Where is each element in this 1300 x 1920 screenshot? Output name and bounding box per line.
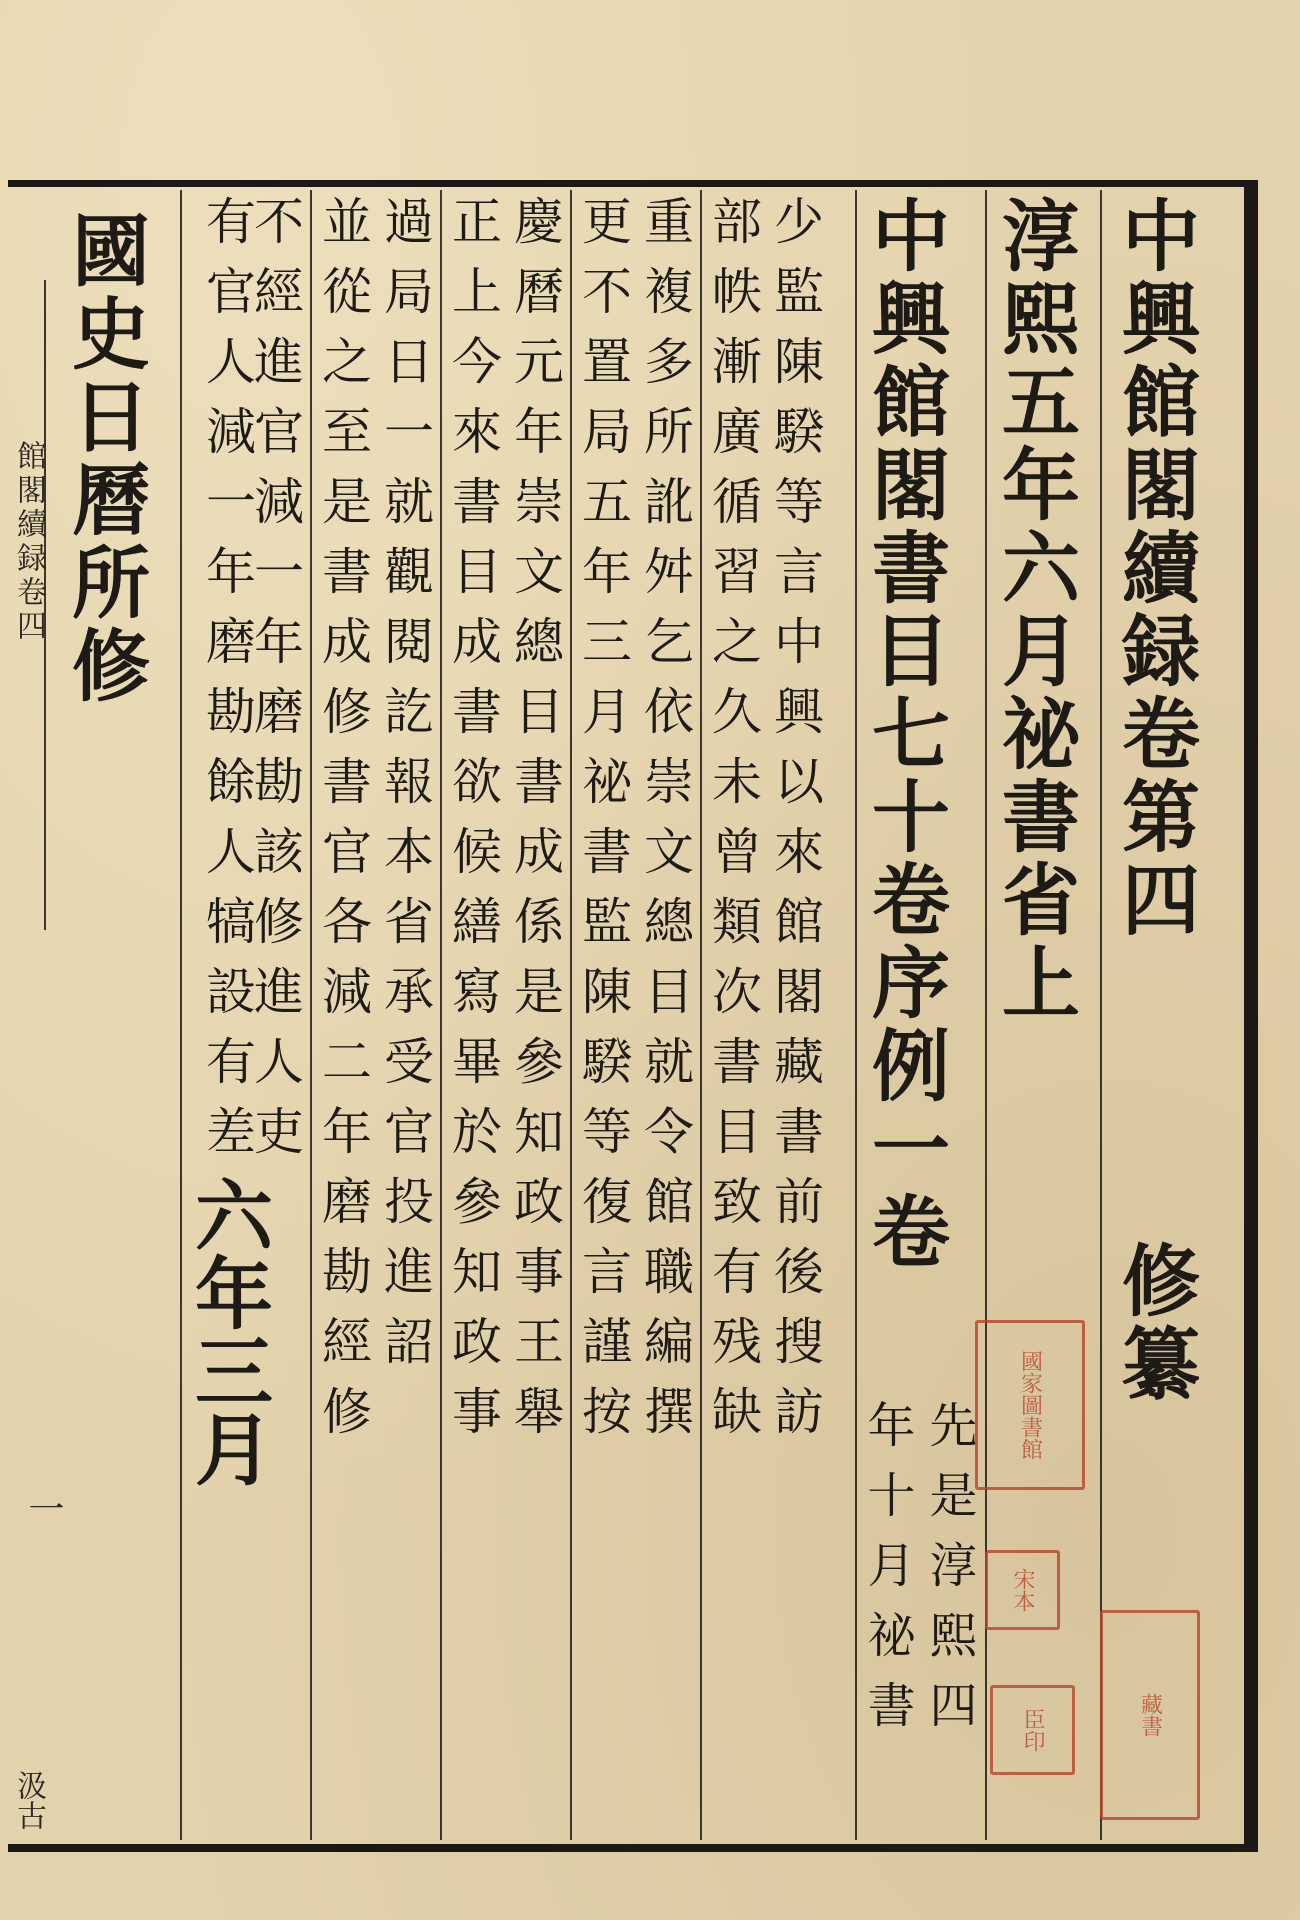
column-rule bbox=[310, 190, 312, 1840]
text-column-5 bbox=[704, 195, 762, 1835]
seal-text: 國家圖書館 bbox=[1017, 1350, 1043, 1460]
seal-stamp bbox=[975, 1320, 1085, 1490]
annotation-line-a bbox=[921, 1400, 977, 1840]
seal-stamp bbox=[1100, 1610, 1200, 1820]
margin-bottom-text: 汲古 bbox=[11, 1770, 46, 1830]
column-text: 有官人減一年磨勘餘人犒設有差 bbox=[198, 195, 256, 1175]
column-rule bbox=[180, 190, 182, 1840]
seal-text: 宋本 bbox=[1010, 1568, 1036, 1612]
margin-bottom-label bbox=[6, 1770, 50, 1830]
column-text: 過局日一就觀閱訖報本省承受官投進詔 bbox=[376, 195, 434, 1385]
text-column-7 bbox=[574, 195, 632, 1835]
annotation-line-b bbox=[859, 1400, 915, 1840]
column-text: 並從之至是書成修書官各減二年磨勘經修 bbox=[314, 195, 372, 1455]
column-text: 正上今來書目成書欲候繕寫畢於參知政事 bbox=[444, 195, 502, 1455]
heading-text: 國史日曆所修 bbox=[59, 210, 150, 708]
spine-text: 館閣續録卷四 bbox=[11, 440, 46, 644]
text-column-13 bbox=[182, 195, 273, 1855]
title-text: 中興館閣續録卷第四 bbox=[1109, 195, 1200, 942]
seal-stamp bbox=[985, 1550, 1060, 1630]
text-column-4 bbox=[766, 195, 824, 1835]
text-column-8 bbox=[506, 195, 564, 1835]
compiler-text: 修纂 bbox=[1109, 1240, 1200, 1406]
text-column-9 bbox=[444, 195, 502, 1835]
text-column-11 bbox=[314, 195, 372, 1835]
column-rule bbox=[700, 190, 702, 1840]
seal-text: 藏書 bbox=[1137, 1693, 1163, 1737]
column-rule bbox=[440, 190, 442, 1840]
spine-label bbox=[6, 440, 50, 644]
column-text: 更不置局五年三月祕書監陳騤等復言謹按 bbox=[574, 195, 632, 1455]
annotation-text: 年十月祕書 bbox=[859, 1400, 915, 1750]
seal-text: 臣印 bbox=[1020, 1708, 1046, 1752]
column-text: 重複多所訛舛乞依崇文總目就令館職編撰 bbox=[636, 195, 694, 1455]
text-column-2 bbox=[989, 195, 1080, 1195]
text-column-3 bbox=[859, 195, 950, 1415]
page-number bbox=[18, 1490, 69, 1526]
text-column-6 bbox=[636, 195, 694, 1835]
page-number-text: 一 bbox=[23, 1490, 64, 1526]
column-date-text: 六年三月 bbox=[182, 1175, 273, 1487]
seal-stamp bbox=[990, 1685, 1075, 1775]
compiler-label bbox=[1109, 1240, 1200, 1460]
annotation-text: 先是淳熙四 bbox=[921, 1400, 977, 1750]
next-section-heading bbox=[59, 210, 150, 910]
column-text: 少監陳騤等言中興以來館閣藏書前後搜訪 bbox=[766, 195, 824, 1455]
column-rule bbox=[1100, 190, 1102, 1840]
column-text: 部帙漸廣循習之久未曾類次書目致有残缺 bbox=[704, 195, 762, 1455]
column-text: 慶曆元年崇文總目書成係是參知政事王舉 bbox=[506, 195, 564, 1455]
column-text: 不經進官減一年磨勘該修進人吏 bbox=[246, 195, 304, 1175]
text-column-10 bbox=[376, 195, 434, 1835]
column-rule bbox=[570, 190, 572, 1840]
column-text: 淳熙五年六月祕書省上 bbox=[989, 195, 1080, 1025]
column-text: 中興館閣書目七十卷序例一卷 bbox=[859, 195, 950, 1274]
document-title bbox=[1109, 195, 1200, 1835]
column-rule bbox=[855, 190, 857, 1840]
